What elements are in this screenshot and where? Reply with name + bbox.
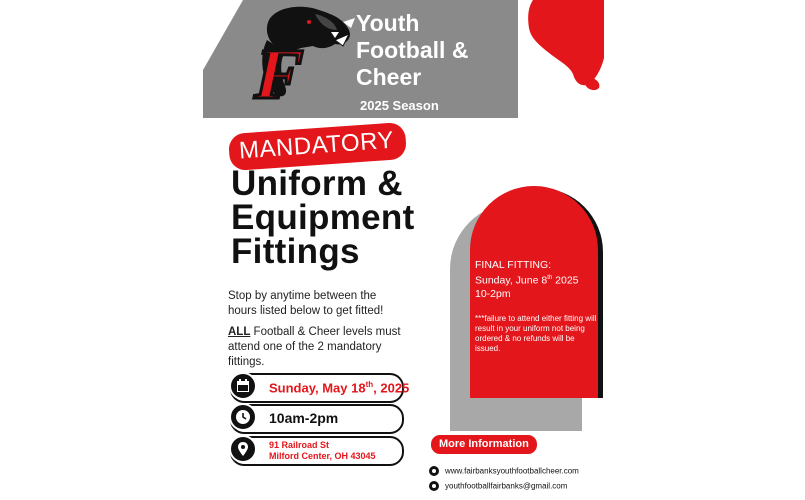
calendar-icon (231, 374, 255, 398)
intro-text: Stop by anytime between the hours listed below to get fitted! (228, 290, 384, 317)
more-information-label: More Information (431, 435, 537, 454)
event-date-main: Sunday, May 18 (269, 380, 366, 396)
final-fitting-info (475, 259, 600, 301)
calendar-icon-circle (229, 372, 257, 400)
clock-icon-circle (229, 403, 257, 431)
red-splash (528, 0, 604, 85)
title-line-1: Youth (356, 10, 420, 36)
mandatory-badge: MANDATORY (228, 122, 407, 171)
address-pill (230, 436, 404, 466)
date-pill (230, 373, 410, 403)
final-date-sup: th (547, 275, 553, 281)
location-pin-icon (231, 437, 255, 461)
address-line-2: Milford Center, OH 43045 (269, 451, 376, 461)
headline-line-1: Uniform & (231, 164, 403, 203)
red-splash-drip (585, 76, 599, 90)
headline-line-3: Fittings (231, 232, 360, 271)
event-date-sup: th (365, 380, 374, 389)
email-row[interactable] (429, 481, 567, 491)
website-link[interactable]: www.fairbanksyouthfootballcheer.com (445, 466, 579, 476)
address-line-1: 91 Railroad St (269, 440, 330, 450)
flyer (203, 0, 604, 500)
headline-line-2: Equipment (231, 198, 415, 237)
refund-note: ***failure to attend either fitting will result in your uniform not being ordered & no refunds will be issued. (475, 314, 597, 353)
event-date (269, 380, 409, 395)
final-fitting-date (475, 272, 600, 288)
title-line-2: Football & (356, 37, 469, 63)
event-address (269, 440, 376, 462)
event-time: 10am-2pm (269, 410, 339, 426)
location-pin-icon-circle (229, 435, 257, 463)
globe-icon (429, 466, 439, 476)
email-link[interactable]: youthfootballfairbanks@gmail.com (445, 481, 568, 491)
final-date-main: Sunday, June 8 (475, 274, 548, 287)
final-fitting-label: FINAL FITTING: (475, 259, 552, 271)
levels-bold: ALL (228, 326, 251, 338)
time-pill (230, 404, 404, 434)
season-label: 2025 Season (360, 98, 439, 113)
website-row[interactable] (429, 466, 579, 476)
logo-letter: F (248, 33, 310, 114)
levels-rest: Football & Cheer levels must attend one of the 2 mandatory fittings. (228, 326, 401, 368)
panther-eye (307, 20, 311, 24)
title-line-3: Cheer (356, 64, 422, 90)
final-date-year: 2025 (552, 274, 579, 287)
clock-icon (231, 405, 255, 429)
event-date-year: , 2025 (373, 380, 410, 396)
email-icon (429, 481, 439, 491)
final-fitting-time: 10-2pm (475, 287, 511, 300)
levels-text (228, 325, 403, 370)
